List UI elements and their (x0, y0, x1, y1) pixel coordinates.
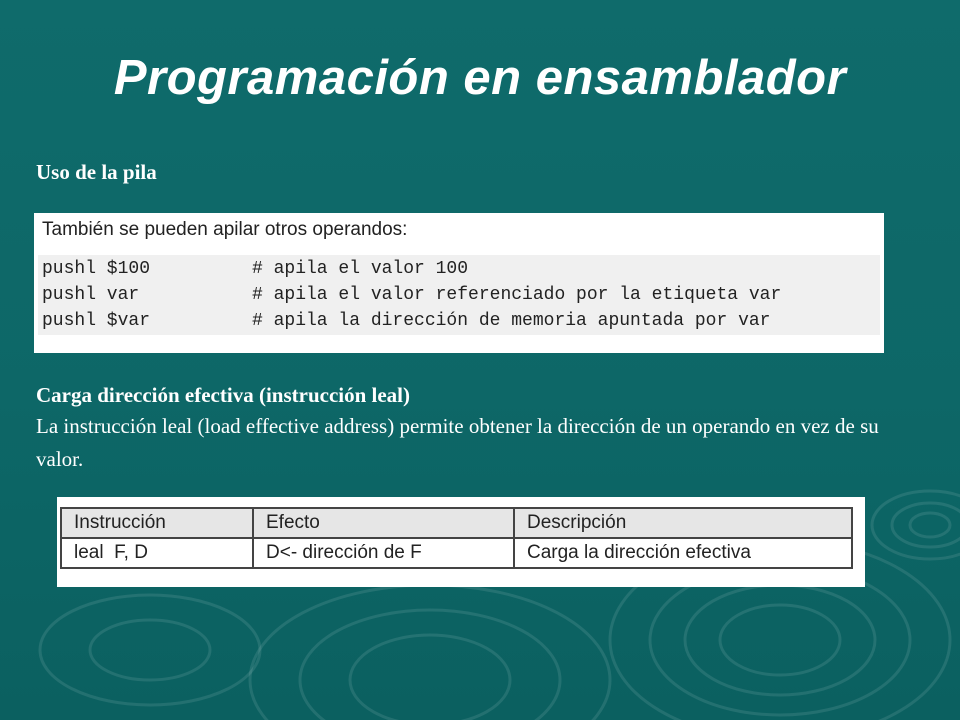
code-line (42, 259, 469, 285)
table-row (61, 538, 852, 568)
table-cell: Carga la dirección efectiva (514, 538, 852, 568)
table-header-cell: Efecto (253, 508, 514, 538)
leal-table (60, 507, 853, 569)
table-header-cell: Descripción (514, 508, 852, 538)
stack-example-box (34, 213, 884, 353)
code-comment: # apila la dirección de memoria apuntada por var (252, 311, 771, 331)
leal-table-box (57, 497, 865, 587)
table-header-row (61, 508, 852, 538)
section-heading-stack: Uso de la pila (36, 160, 157, 184)
leal-description: La instrucción leal (load effective address) permite obtener la dirección de un operando en vez de su valor. (36, 414, 879, 471)
code-block (38, 255, 880, 335)
code-instruction: pushl $100 (42, 259, 151, 279)
code-comment: # apila el valor referenciado por la etiqueta var (252, 285, 782, 305)
section-heading-leal: Carga dirección efectiva (instrucción leal) (36, 383, 411, 407)
code-instruction: pushl $var (42, 311, 151, 331)
table-cell: leal F, D (61, 538, 253, 568)
code-line (42, 311, 771, 337)
code-comment: # apila el valor 100 (252, 259, 469, 279)
code-line (42, 285, 782, 311)
slide-title: Programación en ensamblador (113, 51, 847, 105)
code-instruction: pushl var (42, 285, 140, 305)
table-header-cell: Instrucción (61, 508, 253, 538)
table-cell: D<- dirección de F (253, 538, 514, 568)
stack-example-intro: También se pueden apilar otros operandos: (42, 219, 408, 240)
